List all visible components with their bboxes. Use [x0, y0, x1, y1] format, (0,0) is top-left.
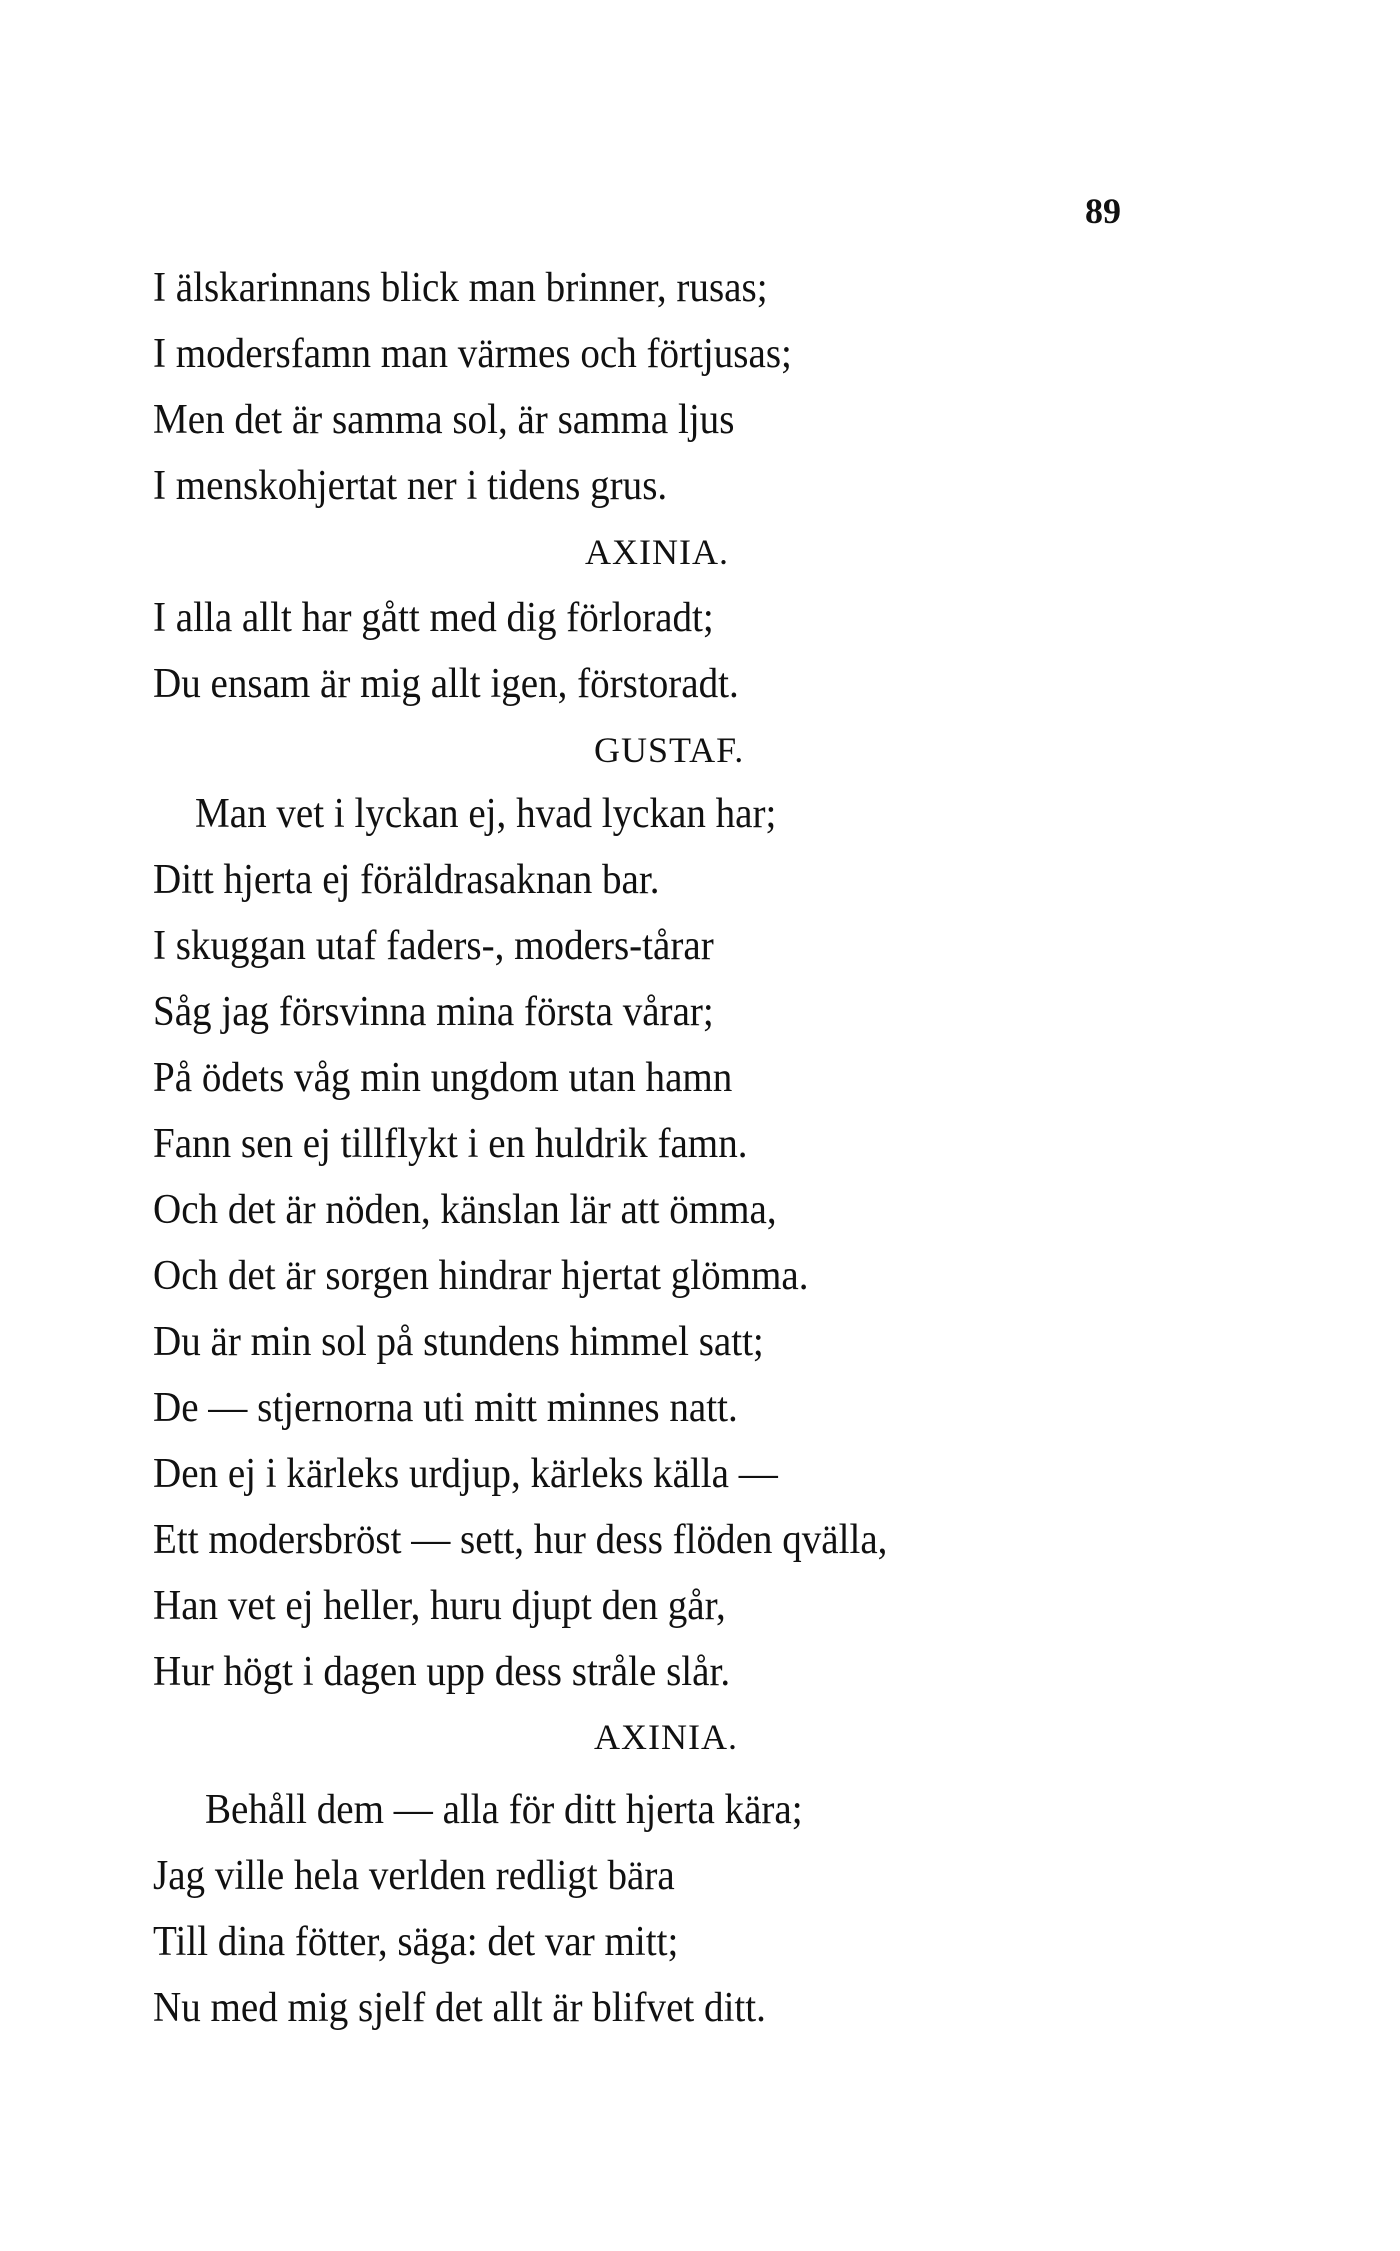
page-number: 89 [1085, 191, 1121, 231]
verse-line: Ett modersbröst — sett, hur dess flöden qvälla, [153, 1517, 888, 1563]
verse-line: I menskohjertat ner i tidens grus. [153, 463, 668, 509]
verse-line: Fann sen ej tillflykt i en huldrik famn. [153, 1121, 748, 1167]
verse-line: Och det är sorgen hindrar hjertat glömma. [153, 1253, 809, 1299]
speaker-name: AXINIA. [585, 532, 729, 572]
verse-line: Men det är samma sol, är samma ljus [153, 397, 735, 443]
verse-line: Till dina fötter, säga: det var mitt; [153, 1919, 679, 1965]
verse-line: På ödets våg min ungdom utan hamn [153, 1055, 733, 1101]
verse-line: Nu med mig sjelf det allt är blifvet ditt. [153, 1985, 766, 2031]
verse-line: De — stjernorna uti mitt minnes natt. [153, 1385, 738, 1431]
verse-line: Och det är nöden, känslan lär att ömma, [153, 1187, 777, 1233]
verse-line: I modersfamn man värmes och förtjusas; [153, 331, 792, 377]
verse-line: Behåll dem — alla för ditt hjerta kära; [205, 1787, 803, 1833]
verse-line: I älskarinnans blick man brinner, rusas; [153, 265, 768, 311]
verse-line: Hur högt i dagen upp dess stråle slår. [153, 1649, 731, 1695]
verse-line: I skuggan utaf faders-, moders-tårar [153, 923, 714, 969]
speaker-name: AXINIA. [594, 1717, 738, 1757]
verse-line: Den ej i kärleks urdjup, kärleks källa — [153, 1451, 778, 1497]
verse-line: Du är min sol på stundens himmel satt; [153, 1319, 764, 1365]
verse-line: Du ensam är mig allt igen, förstoradt. [153, 661, 739, 707]
verse-line: Ditt hjerta ej föräldrasaknan bar. [153, 857, 660, 903]
verse-line: I alla allt har gått med dig förloradt; [153, 595, 714, 641]
verse-line: Man vet i lyckan ej, hvad lyckan har; [195, 791, 777, 837]
speaker-name: GUSTAF. [594, 730, 745, 770]
verse-line: Såg jag försvinna mina första vårar; [153, 989, 714, 1035]
verse-line: Han vet ej heller, huru djupt den går, [153, 1583, 726, 1629]
verse-line: Jag ville hela verlden redligt bära [153, 1853, 675, 1899]
